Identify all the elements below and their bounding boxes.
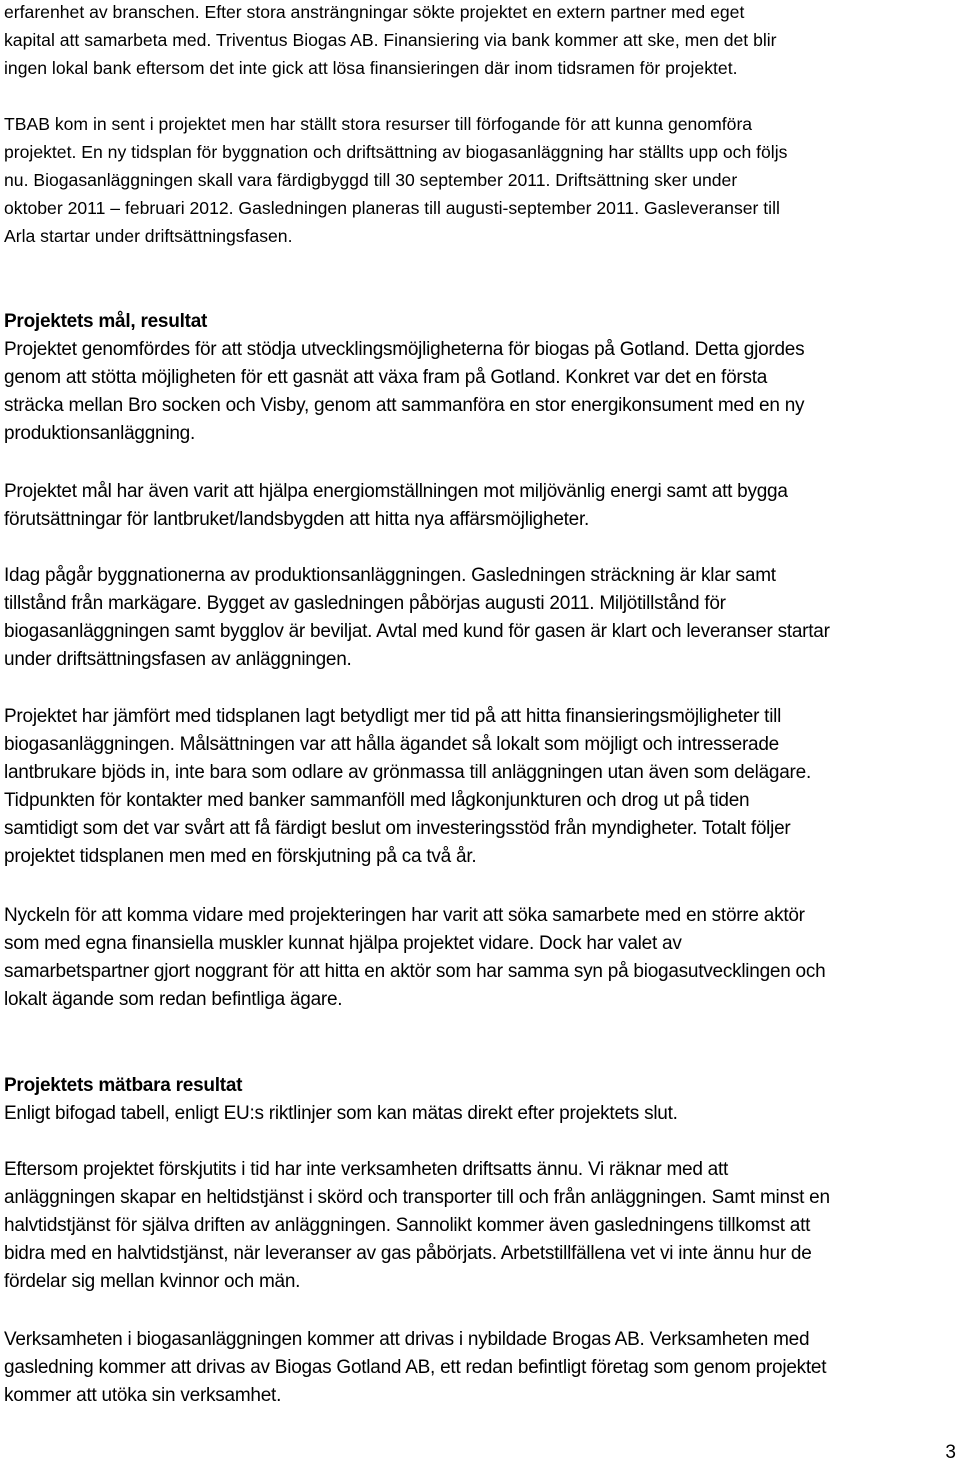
text-line: Projektet genomfördes för att stödja utvecklingsmöjligheterna för biogas på Gotland. Detta gjordes [4,339,805,360]
text-line: under driftsättningsfasen av anläggningen. [4,649,352,670]
text-line: gasledning kommer att drivas av Biogas Gotland AB, ett redan befintligt företag som genom projektet [4,1357,827,1378]
paragraph-energy-transition [4,478,956,534]
text-line: genom att stötta möjligheten för ett gasnät att växa fram på Gotland. Konkret var det en första [4,367,768,388]
text-line: kommer att utöka sin verksamhet. [4,1385,282,1406]
text-line: Tidpunkten för kontakter med banker sammanföll med lågkonjunkturen och drog ut på tiden [4,790,750,811]
paragraph-employment [4,1156,956,1296]
section-goals-results [4,308,956,448]
text-line: erfarenhet av branschen. Efter stora ansträngningar sökte projektet en extern partner med eget [4,2,745,22]
section-measurable-results [4,1072,956,1128]
text-line: förutsättningar för lantbruket/landsbygden att hitta nya affärsmöjligheter. [4,509,590,530]
text-line: Projektet mål har även varit att hjälpa energiomställningen mot miljövänlig energi samt att bygga [4,481,788,502]
text-line: projektet. En ny tidsplan för byggnation och driftsättning av biogasanläggning har ställts upp och följs [4,142,788,162]
text-line: halvtidstjänst för själva driften av anläggningen. Sannolikt kommer även gasledningens tillkomst att [4,1215,811,1236]
section-heading: Projektets mätbara resultat [4,1075,243,1096]
text-line: kapital att samarbeta med. Triventus Biogas AB. Finansiering via bank kommer att ske, men det blir [4,30,777,50]
text-line: samtidigt som det var svårt att få färdigt beslut om investeringsstöd från myndigheter. Totalt följer [4,818,791,839]
text-line: oktober 2011 – februari 2012. Gasledningen planeras till augusti-september 2011. Gasleveranser till [4,198,780,218]
text-line: anläggningen skapar en heltidstjänst i skörd och transporter till och från anläggningen. Samt minst en [4,1187,830,1208]
text-line: biogasanläggningen. Målsättningen var att hålla ägandet så lokalt som möjligt och intresserade [4,734,779,755]
text-line: tillstånd från markägare. Bygget av gasledningen påbörjas augusti 2011. Miljötillstånd för [4,593,726,614]
text-line: Projektet har jämfört med tidsplanen lagt betydligt mer tid på att hitta finansieringsmöjligheter till [4,706,782,727]
text-line: fördelar sig mellan kvinnor och män. [4,1271,301,1292]
text-line: nu. Biogasanläggningen skall vara färdigbyggd till 30 september 2011. Driftsättning sker under [4,170,738,190]
paragraph-financing [4,0,956,82]
text-line: Verksamheten i biogasanläggningen kommer att drivas i nybildade Brogas AB. Verksamheten med [4,1329,810,1350]
text-line: samarbetspartner gjort noggrant för att hitta en aktör som har samma syn på biogasutvecklingen och [4,961,826,982]
paragraph-tbab [4,110,956,250]
text-line: Nyckeln för att komma vidare med projekteringen har varit att söka samarbete med en större aktör [4,905,805,926]
text-line: sträcka mellan Bro socken och Visby, genom att sammanföra en stor energikonsument med en ny [4,395,805,416]
text-line: bidra med en halvtidstjänst, när leveranser av gas påbörjats. Arbetstillfällena vet vi inte ännu hur de [4,1243,812,1264]
paragraph-schedule [4,703,956,871]
paragraph-partnership [4,902,956,1014]
page-number: 3 [945,1442,956,1463]
text-line: Eftersom projektet förskjutits i tid har inte verksamheten driftsatts ännu. Vi räknar med att [4,1159,729,1180]
paragraph-operations [4,1326,956,1410]
text-line: ingen lokal bank eftersom det inte gick att lösa finansieringen där inom tidsramen för projektet. [4,58,738,78]
section-heading: Projektets mål, resultat [4,311,208,332]
paragraph-construction-status [4,562,956,674]
text-line: Arla startar under driftsättningsfasen. [4,226,293,246]
text-line: biogasanläggningen samt bygglov är beviljat. Avtal med kund för gasen är klart och leveranser startar [4,621,830,642]
text-line: Enligt bifogad tabell, enligt EU:s riktlinjer som kan mätas direkt efter projektets slut. [4,1103,678,1124]
text-line: lantbrukare bjöds in, inte bara som odlare av grönmassa till anläggningen utan även som delägare. [4,762,811,783]
text-line: som med egna finansiella muskler kunnat hjälpa projektet vidare. Dock har valet av [4,933,682,954]
text-line: projektet tidsplanen men med en förskjutning på ca två år. [4,846,477,867]
text-line: TBAB kom in sent i projektet men har ställt stora resurser till förfogande för att kunna genomföra [4,114,753,134]
text-line: produktionsanläggning. [4,423,195,444]
text-line: Idag pågår byggnationerna av produktionsanläggningen. Gasledningen sträckning är klar samt [4,565,776,586]
text-line: lokalt ägande som redan befintliga ägare. [4,989,343,1010]
